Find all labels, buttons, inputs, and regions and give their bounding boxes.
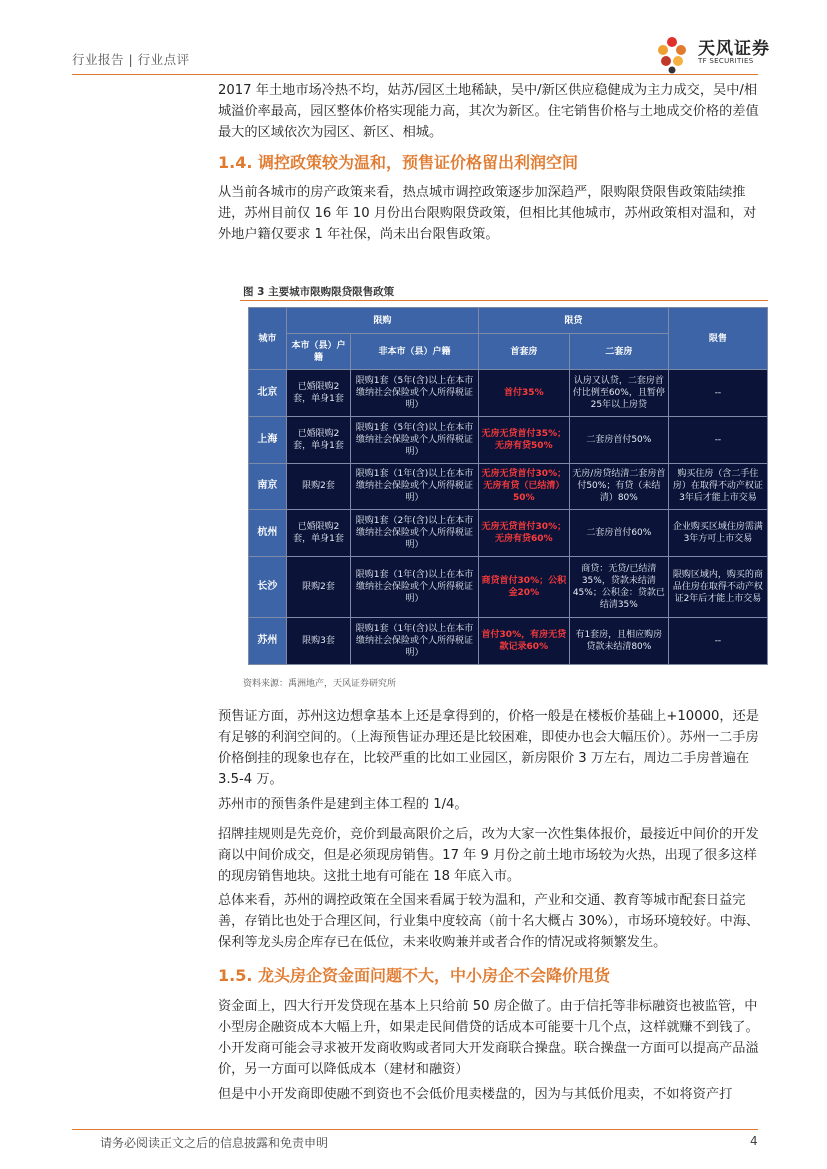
cell-sale: --: [668, 416, 767, 463]
cell-nonlocal: 限购1套（2年(含)以上在本市缴纳社会保险或个人所得税证明）: [351, 510, 479, 557]
paragraph-summary: 总体来看，苏州的调控政策在全国来看属于较为温和，产业和交通、教育等城市配套日益完善，存销比也处于合理区间，行业集中度较高（前十名大概占 30%），市场环境较好。中海、保利等龙头房企库存已在低位，未来收购兼并或者合作的情况或将频繁发生。: [218, 893, 760, 950]
cell-first: 首付35%: [478, 370, 569, 417]
cell-sale: 限购区域内，购买的商品住房在取得不动产权证2年后才能上市交易: [668, 557, 767, 618]
paragraph-presale: 预售证方面，苏州这边想拿基本上还是拿得到的，价格一般是在楼板价基础上+10000，还是有足够的利润空间的。（上海预售证办理还是比较困难，即使办也会大幅压价）。苏州一二手房价格倒挂的现象也存在，比较严重的比如工业园区，新房限价 3 万左右，周边二手房普遍在 3.5-4 万。: [218, 709, 759, 787]
th-nonlocal: 非本市（县）户籍: [351, 334, 479, 370]
policy-table: [248, 307, 768, 665]
page-number: 4: [750, 1134, 758, 1148]
paragraph-auction-rule: 招牌挂规则是先竞价，竞价到最高限价之后，改为大家一次性集体报价，最接近中间价的开发商以中间价成交，但是必须现房销售。17 年 9 月份之前土地市场较为火热，出现了很多这样的现房销售地块。这批土地有可能在 18 年底入市。: [218, 827, 759, 884]
cell-nonlocal: 限购1套（1年(含)以上在本市缴纳社会保险或个人所得税证明）: [351, 618, 479, 665]
cell-nonlocal: 限购1套（1年(含)以上在本市缴纳社会保险或个人所得税证明）: [351, 463, 479, 510]
table-row: [249, 370, 768, 417]
report-category: 行业报告 | 行业点评: [72, 52, 190, 67]
cell-local: 限购3套: [286, 618, 350, 665]
th-loan: 限贷: [478, 308, 668, 334]
cell-second: 有1套房，且相应购房贷款未结清80%: [569, 618, 668, 665]
cell-city: 长沙: [249, 557, 287, 618]
logo-text: 天风证券: [698, 39, 770, 59]
figure-title: 图 3 主要城市限购限贷限售政策: [243, 286, 395, 298]
cell-first: 无房无贷首付30%；无房有贷60%: [478, 510, 569, 557]
cell-city: 南京: [249, 463, 287, 510]
section-title-1-4: 1.4. 调控政策较为温和，预售证价格留出利润空间: [218, 153, 578, 172]
cell-first: 无房无贷首付30%；无房有贷（已结清）50%: [478, 463, 569, 510]
footer-divider: [72, 1129, 758, 1130]
cell-local: 限购2套: [286, 557, 350, 618]
table-row: [249, 416, 768, 463]
cell-local: 已婚限购2套，单身1套: [286, 510, 350, 557]
paragraph-funding: 资金面上，四大行开发贷现在基本上只给前 50 房企做了。由于信托等非标融资也被监管，中小型房企融资成本大幅上升，如果走民间借贷的话成本可能要十几个点，这样就赚不到钱了。小开发商可能会寻求被开发商收购或者同大开发商联合操盘。联合操盘一方面可以提高产品溢价，另一方面可以降低成本（建材和融资）: [218, 999, 759, 1077]
cell-local: 已婚限购2套，单身1套: [286, 370, 350, 417]
cell-nonlocal: 限购1套（5年(含)以上在本市缴纳社会保险或个人所得税证明）: [351, 416, 479, 463]
figure-divider: [240, 300, 768, 301]
paragraph-presale-condition: 苏州市的预售条件是建到主体工程的 1/4。: [218, 797, 468, 812]
cell-city: 杭州: [249, 510, 287, 557]
cell-city: 上海: [249, 416, 287, 463]
cell-city: 苏州: [249, 618, 287, 665]
th-city: 城市: [249, 308, 287, 370]
th-purchase: 限购: [286, 308, 478, 334]
cell-second: 认房又认贷，二套房首付比例至60%，且暂停25年以上房贷: [569, 370, 668, 417]
logo-subtext: TF SECURITIES: [698, 57, 754, 65]
th-second: 二套房: [569, 334, 668, 370]
table-row: [249, 510, 768, 557]
cell-first: 商贷首付30%；公积金20%: [478, 557, 569, 618]
table-row: [249, 557, 768, 618]
cell-first: 无房无贷首付35%；无房有贷50%: [478, 416, 569, 463]
cell-local: 限购2套: [286, 463, 350, 510]
cell-first: 首付30%，有房无贷款记录60%: [478, 618, 569, 665]
th-first: 首套房: [478, 334, 569, 370]
figure-source: 资料来源：禹洲地产，天风证券研究所: [243, 679, 397, 689]
cell-second: 无房/房贷结清二套房首付50%；有贷（未结清）80%: [569, 463, 668, 510]
cell-city: 北京: [249, 370, 287, 417]
cell-second: 商贷：无贷/已结清35%，贷款未结清45%；公积金：贷款已结清35%: [569, 557, 668, 618]
th-local: 本市（县）户籍: [286, 334, 350, 370]
table-row: [249, 463, 768, 510]
paragraph-policy: 从当前各城市的房产政策来看，热点城市调控政策逐步加深趋严，限购限贷限售政策陆续推进，苏州目前仅 16 年 10 月份出台限购限贷政策，但相比其他城市，苏州政策相对温和，对外地户籍仅要求 1 年社保，尚未出台限售政策。: [218, 185, 757, 242]
disclaimer-note: 请务必阅读正文之后的信息披露和免责申明: [100, 1136, 329, 1150]
cell-local: 已婚限购2套，单身1套: [286, 416, 350, 463]
table-row: [249, 618, 768, 665]
paragraph-land-market: 2017 年土地市场冷热不均，姑苏/园区土地稀缺，吴中/新区供应稳健成为主力成交，吴中/相城溢价率最高，园区整体价格实现能力高，其次为新区。住宅销售价格与土地成交价格的差值最大的区域依次为园区、新区、相城。: [218, 83, 759, 140]
cell-second: 二套房首付50%: [569, 416, 668, 463]
cell-nonlocal: 限购1套（5年(含)以上在本市缴纳社会保险或个人所得税证明）: [351, 370, 479, 417]
cell-sale: --: [668, 370, 767, 417]
cell-nonlocal: 限购1套（1年(含)以上在本市缴纳社会保险或个人所得税证明）: [351, 557, 479, 618]
header-divider: [72, 74, 758, 75]
paragraph-small-developers: 但是中小开发商即使融不到资也不会低价甩卖楼盘的，因为与其低价甩卖，不如将资产打: [218, 1087, 733, 1102]
th-sale: 限售: [668, 308, 767, 370]
section-title-1-5: 1.5. 龙头房企资金面问题不大，中小房企不会降价甩货: [218, 966, 610, 985]
cell-second: 二套房首付60%: [569, 510, 668, 557]
cell-sale: 购买住房（含二手住房）在取得不动产权证3年后才能上市交易: [668, 463, 767, 510]
cell-sale: 企业购买区域住房需满3年方可上市交易: [668, 510, 767, 557]
cell-sale: --: [668, 618, 767, 665]
